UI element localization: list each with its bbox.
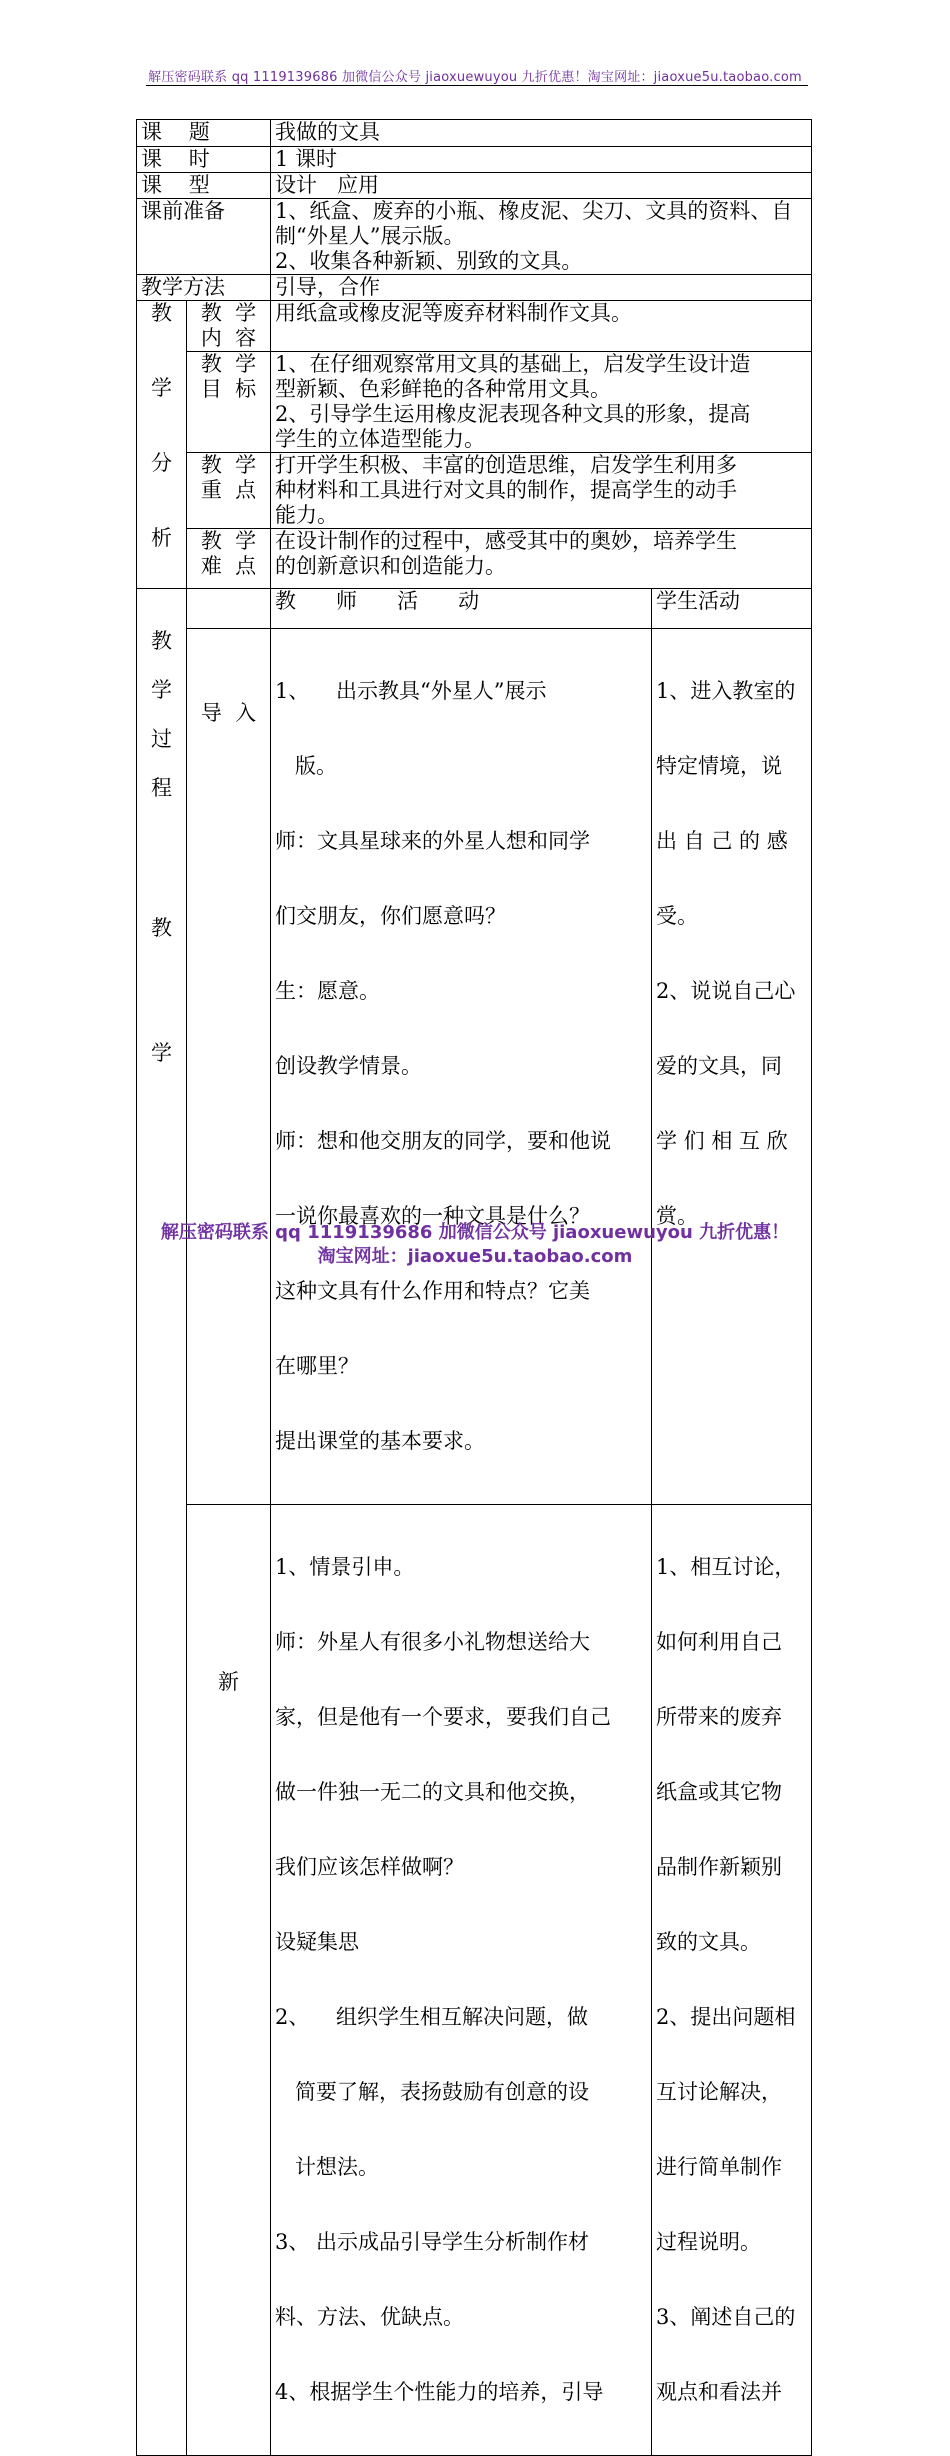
prep-line: 1、纸盒、废弃的小瓶、橡皮泥、尖刀、文具的资料、自 <box>275 199 793 223</box>
side-char: 学 <box>151 1041 172 1065</box>
row-goal <box>137 352 812 453</box>
intro-student-line: 受。 <box>656 904 698 928</box>
teacher-activity-header: 教 师 活 动 <box>271 589 652 629</box>
label-bottom: 难 点 <box>200 554 257 578</box>
prep-value <box>271 199 812 275</box>
footer-promo-line1: 解压密码联系 qq 1119139686 加微信公众号 jiaoxuewuyou 九折优惠！ <box>160 1222 790 1243</box>
period-label: 课 时 <box>137 147 271 173</box>
row-period <box>137 147 812 173</box>
label-top: 教 学 <box>200 301 257 325</box>
intro-student <box>652 629 812 1505</box>
new-teacher-line: 师：外星人有很多小礼物想送给大 <box>275 1630 590 1654</box>
period-value: 1 课时 <box>271 147 812 173</box>
row-content <box>137 301 812 352</box>
side-char: 学 <box>151 376 172 400</box>
goal-line: 学生的立体造型能力。 <box>275 427 485 451</box>
row-topic <box>137 120 812 147</box>
topic-value: 我做的文具 <box>271 120 812 147</box>
intro-teacher-line: 版。 <box>275 754 338 778</box>
new-student-line: 互讨论解决， <box>656 2080 782 2104</box>
focus-line: 能力。 <box>275 503 338 527</box>
label-top: 教 学 <box>200 529 257 553</box>
side-char: 学 <box>151 678 172 702</box>
side-char: 分 <box>151 451 172 475</box>
intro-label: 导 入 <box>187 629 271 1505</box>
process-header-blank <box>187 589 271 629</box>
new-student-line: 纸盒或其它物 <box>656 1780 782 1804</box>
new-label: 新 <box>187 1505 271 2456</box>
new-teacher-line: 2、 组织学生相互解决问题，做 <box>275 2005 589 2029</box>
row-new <box>137 1505 812 2456</box>
side-char: 过 <box>151 727 172 751</box>
new-student-line: 品制作新颖别 <box>656 1855 782 1879</box>
process-side-label <box>137 589 187 2456</box>
label-top: 教 学 <box>200 453 257 477</box>
row-prep <box>137 199 812 275</box>
prep-line: 制“外星人”展示版。 <box>275 224 465 248</box>
row-method <box>137 275 812 301</box>
new-student-line: 致的文具。 <box>656 1930 761 1954</box>
header-rule <box>146 85 808 86</box>
new-teacher <box>271 1505 652 2456</box>
intro-teacher-line: 师：想和他交朋友的同学，要和他说 <box>275 1129 611 1153</box>
new-teacher-line: 家，但是他有一个要求，要我们自己 <box>275 1705 611 1729</box>
new-student <box>652 1505 812 2456</box>
content-value: 用纸盒或橡皮泥等废弃材料制作文具。 <box>271 301 812 352</box>
intro-teacher <box>271 629 652 1505</box>
goal-value <box>271 352 812 453</box>
new-student-line: 观点和看法并 <box>656 2380 782 2404</box>
intro-teacher-line: 师：文具星球来的外星人想和同学 <box>275 829 590 853</box>
new-student-line: 所带来的废弃 <box>656 1705 782 1729</box>
goal-line: 1、在仔细观察常用文具的基础上，启发学生设计造 <box>275 352 751 376</box>
new-student-line: 进行简单制作 <box>656 2155 782 2179</box>
prep-line: 2、收集各种新颖、别致的文具。 <box>275 249 583 273</box>
intro-teacher-line: 1、 出示教具“外星人”展示 <box>275 679 547 703</box>
intro-student-line: 特定情境，说 <box>656 754 782 778</box>
intro-teacher-line: 们交朋友，你们愿意吗？ <box>275 904 506 928</box>
footer-promo-line2: 淘宝网址：jiaoxue5u.taobao.com <box>317 1246 633 1267</box>
label-bottom: 重 点 <box>200 478 257 502</box>
new-student-line: 2、提出问题相 <box>656 2005 796 2029</box>
difficulty-label <box>187 529 271 589</box>
intro-student-line: 出 自 己 的 感 <box>656 829 788 853</box>
new-teacher-line: 我们应该怎样做啊？ <box>275 1855 464 1879</box>
new-teacher-line: 计想法。 <box>275 2155 380 2179</box>
intro-student-line: 学 们 相 互 欣 <box>656 1129 788 1153</box>
new-student-line: 1、相互讨论， <box>656 1555 796 1579</box>
label-bottom: 内 容 <box>200 326 257 350</box>
analysis-side-label <box>137 301 187 589</box>
intro-student-line: 赏。 <box>656 1204 698 1228</box>
intro-teacher-line: 在哪里？ <box>275 1354 359 1378</box>
side-char: 析 <box>151 526 172 550</box>
goal-label <box>187 352 271 453</box>
new-teacher-line: 料、方法、优缺点。 <box>275 2305 464 2329</box>
new-teacher-line: 做一件独一无二的文具和他交换， <box>275 1780 590 1804</box>
type-value: 设计 应用 <box>271 173 812 199</box>
focus-line: 打开学生积极、丰富的创造思维，启发学生利用多 <box>275 453 737 477</box>
lesson-plan-table <box>136 119 812 2456</box>
side-char: 程 <box>151 776 172 800</box>
focus-label <box>187 453 271 529</box>
intro-teacher-line: 提出课堂的基本要求。 <box>275 1429 485 1453</box>
side-char: 教 <box>151 916 172 940</box>
side-char: 教 <box>151 301 172 325</box>
content-label <box>187 301 271 352</box>
label-bottom: 目 标 <box>200 377 257 401</box>
new-student-line: 如何利用自己 <box>656 1630 782 1654</box>
intro-student-line: 爱的文具，同 <box>656 1054 782 1078</box>
goal-line: 型新颖、色彩鲜艳的各种常用文具。 <box>275 377 611 401</box>
intro-teacher-line: 创设教学情景。 <box>275 1054 422 1078</box>
difficulty-line: 的创新意识和创造能力。 <box>275 554 506 578</box>
new-teacher-line: 1、情景引申。 <box>275 1555 415 1579</box>
new-student-line: 3、阐述自己的 <box>656 2305 796 2329</box>
focus-value <box>271 453 812 529</box>
new-teacher-line: 设疑集思 <box>275 1930 359 1954</box>
intro-teacher-line: 一说你最喜欢的一种文具是什么？ <box>275 1204 590 1228</box>
intro-student-line: 1、进入教室的 <box>656 679 796 703</box>
row-type <box>137 173 812 199</box>
type-label: 课 型 <box>137 173 271 199</box>
intro-student-line: 2、说说自己心 <box>656 979 796 1003</box>
side-char: 教 <box>151 629 172 653</box>
header-promo: 解压密码联系 qq 1119139686 加微信公众号 jiaoxuewuyou 九折优惠！淘宝网址：jiaoxue5u.taobao.com <box>148 70 802 85</box>
difficulty-value <box>271 529 812 589</box>
row-process-header <box>137 589 812 629</box>
intro-teacher-line: 生：愿意。 <box>275 979 380 1003</box>
method-label: 教学方法 <box>137 275 271 301</box>
student-activity-header: 学生活动 <box>652 589 812 629</box>
row-focus <box>137 453 812 529</box>
difficulty-line: 在设计制作的过程中，感受其中的奥妙，培养学生 <box>275 529 737 553</box>
goal-line: 2、引导学生运用橡皮泥表现各种文具的形象，提高 <box>275 402 751 426</box>
label-top: 教 学 <box>200 352 257 376</box>
new-teacher-line: 简要了解，表扬鼓励有创意的设 <box>275 2080 590 2104</box>
row-intro <box>137 629 812 1505</box>
new-teacher-line: 3、 出示成品引导学生分析制作材 <box>275 2230 590 2254</box>
row-difficulty <box>137 529 812 589</box>
new-student-line: 过程说明。 <box>656 2230 761 2254</box>
intro-teacher-line: 这种文具有什么作用和特点？它美 <box>275 1279 590 1303</box>
new-teacher-line: 4、根据学生个性能力的培养，引导 <box>275 2380 604 2404</box>
prep-label: 课前准备 <box>137 199 271 275</box>
method-value: 引导，合作 <box>271 275 812 301</box>
topic-label: 课 题 <box>137 120 271 147</box>
focus-line: 种材料和工具进行对文具的制作，提高学生的动手 <box>275 478 737 502</box>
